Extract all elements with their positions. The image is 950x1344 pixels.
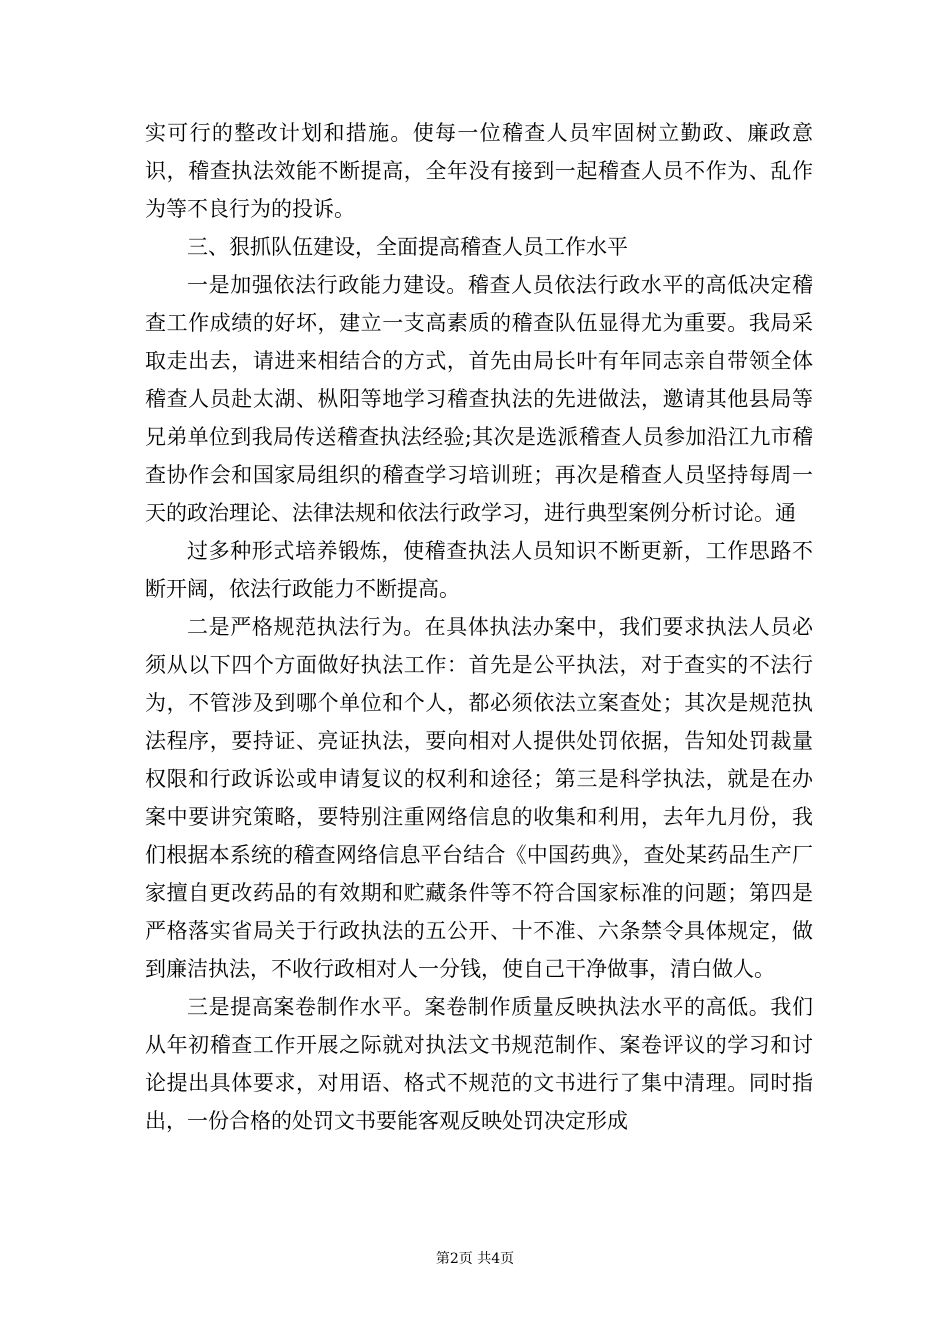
section-heading: 三、狠抓队伍建设，全面提高稽查人员工作水平: [187, 235, 628, 259]
document-body: [145, 114, 813, 1140]
paragraph-2: 一是加强依法行政能力建设。稽查人员依法行政水平的高低决定稽查工作成绩的好坏，建立一支高素质的稽查队伍显得尤为重要。我局采取走出去，请进来相结合的方式，首先由局长叶有年同志亲自带领全体稽查人员赴太湖、枞阳等地学习稽查执法的先进做法，邀请其他县局等兄弟单位到我局传送稽查执法经验;其次是选派稽查人员参加沿江九市稽查协作会和国家局组织的稽查学习培训班；再次是稽查人员坚持每周一天的政治理论、法律法规和依法行政学习，进行典型案例分析讨论。通: [145, 273, 813, 525]
paragraph-3: 过多种形式培养锻炼，使稽查执法人员知识不断更新，工作思路不断开阔，依法行政能力不断提高。: [145, 539, 813, 601]
footer-current-page: 2: [449, 1251, 459, 1267]
footer-middle: 页 共: [458, 1251, 492, 1267]
footer-total-pages: 4: [491, 1251, 501, 1267]
paragraph-5: 三是提高案卷制作水平。案卷制作质量反映执法水平的高低。我们从年初稽查工作开展之际就对执法文书规范制作、案卷评议的学习和讨论提出具体要求，对用语、格式不规范的文书进行了集中清理。同时指出，一份合格的处罚文书要能客观反映处罚决定形成: [145, 995, 813, 1133]
footer-prefix: 第: [435, 1251, 450, 1267]
footer-suffix: 页: [500, 1251, 515, 1267]
paragraph-1: 实可行的整改计划和措施。使每一位稽查人员牢固树立勤政、廉政意识，稽查执法效能不断提高，全年没有接到一起稽查人员不作为、乱作为等不良行为的投诉。: [145, 121, 813, 221]
paragraph-4: 二是严格规范执法行为。在具体执法办案中，我们要求执法人员必须从以下四个方面做好执法工作：首先是公平执法，对于查实的不法行为，不管涉及到哪个单位和个人，都必须依法立案查处；其次是规范执法程序，要持证、亮证执法，要向相对人提供处罚依据，告知处罚裁量权限和行政诉讼或申请复议的权利和途径；第三是科学执法，就是在办案中要讲究策略，要特别注重网络信息的收集和利用，去年九月份，我们根据本系统的稽查网络信息平台结合《中国药典》，查处某药品生产厂家擅自更改药品的有效期和贮藏条件等不符合国家标准的问题；第四是严格落实省局关于行政执法的五公开、十不准、六条禁令具体规定，做到廉洁执法，不收行政相对人一分钱，使自己干净做事，清白做人。: [145, 615, 813, 981]
page-footer: [0, 1248, 950, 1268]
